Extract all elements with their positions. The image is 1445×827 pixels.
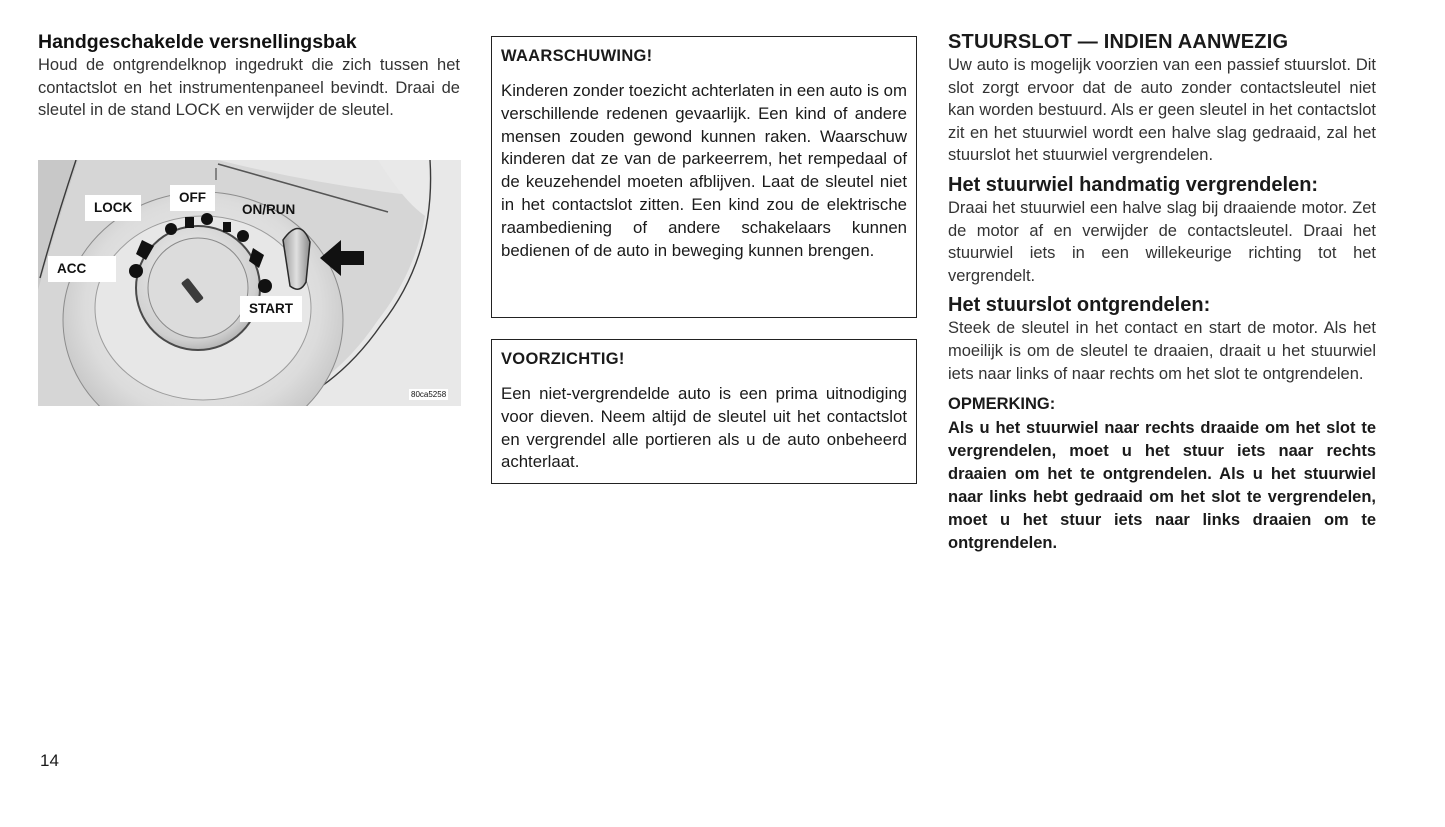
manual-lock-heading: Het stuurwiel handmatig vergrendelen: <box>948 173 1319 196</box>
unlock-heading: Het stuurslot ontgrendelen: <box>948 294 1211 317</box>
steering-lock-heading: STUURSLOT — INDIEN AANWEZIG <box>948 31 1289 53</box>
right-column <box>948 30 1376 555</box>
warning-title: WAARSCHUWING! <box>501 47 653 65</box>
steering-lock-intro: Uw auto is mogelijk voorzien van een passief stuurslot. Dit slot zorgt ervoor dat de auto zonder contactsleutel niet kan worden bestuurd. Als er geen sleutel in het contactslot zit en het stuurwiel wordt een halve slag gedraaid, zal het stuurslot het stuurwiel vergrendelen. <box>948 56 1376 165</box>
page-number: 14 <box>40 751 59 770</box>
off-label: OFF <box>170 185 215 211</box>
figure-code: 80ca5258 <box>411 390 447 399</box>
acc-label: ACC <box>48 256 116 282</box>
on-run-label: ON/RUN <box>242 202 296 217</box>
caution-title: VOORZICHTIG! <box>501 350 625 368</box>
start-label: START <box>240 296 302 322</box>
manual-transmission-text: Houd de ontgrendelknop ingedrukt die zich tussen het contactslot en het instrumentenpaneel bevindt. Draai de sleutel in de stand LOCK en verwijder de sleutel. <box>38 56 460 120</box>
unlock-text: Steek de sleutel in het contact en start de motor. Als het moeilijk is om de sleutel te draaien, draait u het stuurwiel iets naar links of naar rechts om het slot te ontgrendelen. <box>948 319 1376 383</box>
note-title: OPMERKING: <box>948 395 1056 414</box>
warning-box <box>491 36 917 318</box>
caution-box <box>491 339 917 484</box>
caution-text: Een niet-vergrendelde auto is een prima uitnodiging voor dieven. Neem altijd de sleutel uit het contactslot en vergrendel alle portieren als u de auto onbeheerd achterlaat. <box>501 384 907 472</box>
warning-text: Kinderen zonder toezicht achterlaten in een auto is om verschillende redenen gevaarlijk. Een kind of andere mensen zouden gewond kunnen raken. Waarschuw kinderen dat ze van de parkeerrem, het rempedaal of de keuzehendel moeten afblijven. Laat de sleutel niet in het contactslot zitten. Een kind zou de elektrische raambediening of andere schakelaars kunnen bedienen of de auto in beweging kunnen brengen. <box>501 81 907 260</box>
manual-transmission-heading: Handgeschakelde versnellingsbak <box>38 31 357 53</box>
lock-label: LOCK <box>85 195 141 221</box>
manual-lock-text: Draai het stuurwiel een halve slag bij draaiende motor. Zet de motor af en verwijder de contactsleutel. Draai het stuurwiel iets in een willekeurige richting tot het vergrendelt. <box>948 198 1376 285</box>
note-text: Als u het stuurwiel naar rechts draaide om het slot te vergrendelen, moet u het stuur iets naar rechts draaien om het te ontgrendelen. Als u het stuurwiel naar links hebt gedraaid om het slot te vergrendelen, moet u het stuur iets naar links draaien om te ontgrendelen. <box>948 419 1376 553</box>
ignition-switch-figure <box>38 160 461 406</box>
left-column <box>38 30 460 122</box>
